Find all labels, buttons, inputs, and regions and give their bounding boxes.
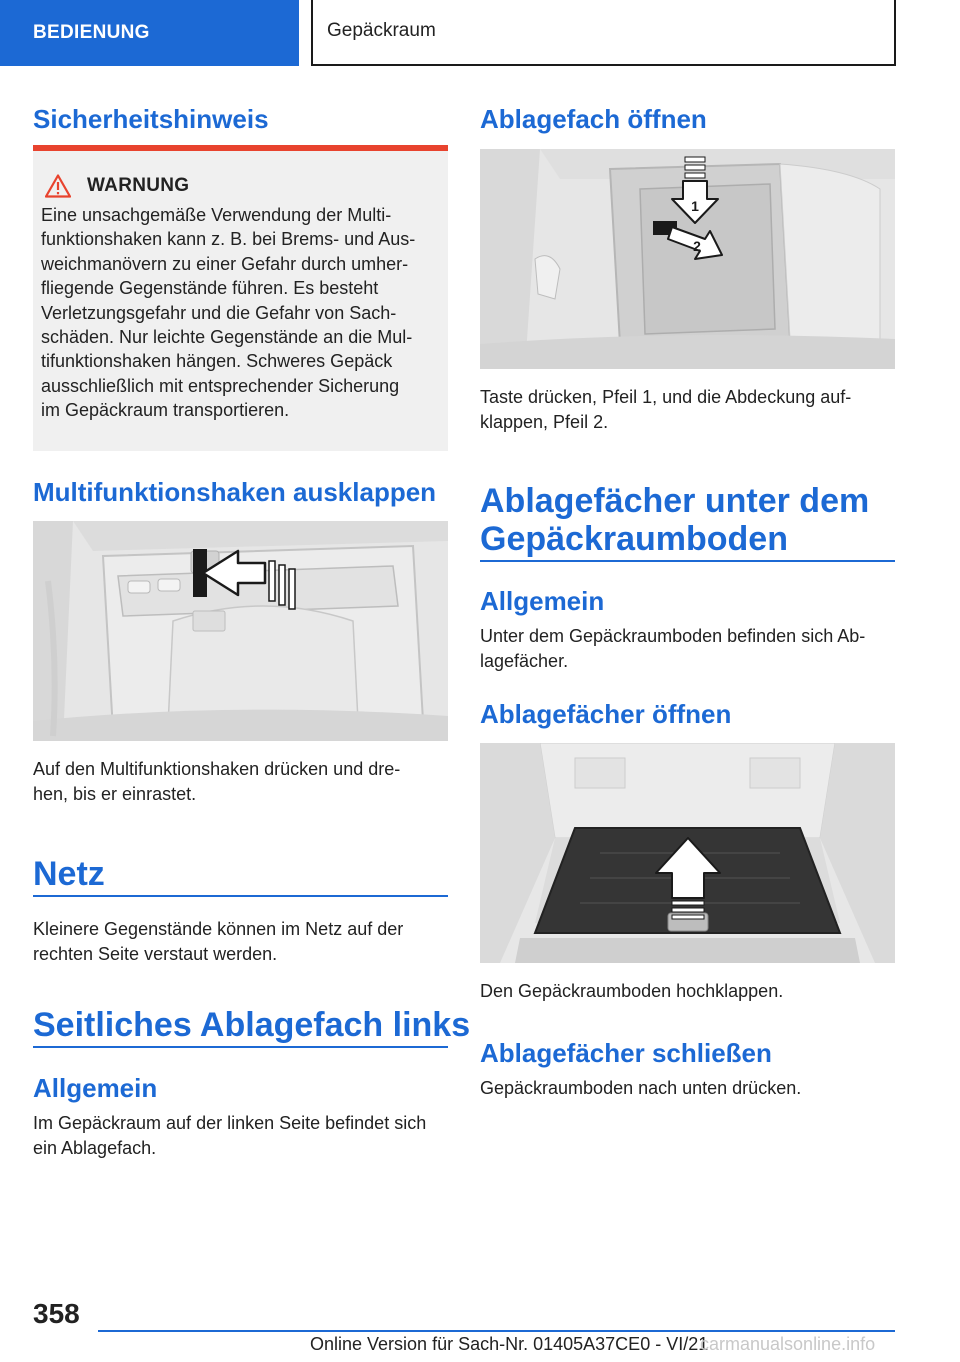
online-version: Online Version für Sach-Nr. 01405A37CE0 - VI/21: [310, 1334, 709, 1354]
warning-title: WARNUNG: [87, 175, 190, 196]
open-text-line: klappen, Pfeil 2.: [480, 412, 609, 432]
under-close-heading: Ablagefächer schließen: [480, 1038, 772, 1068]
warning-box: [33, 145, 448, 451]
warning-line: schäden. Nur leichte Gegenstände an die Mul‐: [41, 327, 413, 348]
safety-heading: Sicherheitshinweis: [33, 104, 269, 134]
net-heading-rule: [33, 895, 448, 897]
under-general-line: Unter dem Gepäckraumboden befinden sich Ab‐: [480, 626, 866, 646]
side-general-text: [33, 1111, 448, 1161]
warning-line: ausschließlich mit entsprechender Sicherung: [41, 375, 400, 396]
under-general-text: [480, 624, 895, 674]
warning-line: im Gepäckraum transportieren.: [41, 400, 290, 421]
under-floor-rule: [480, 560, 895, 562]
under-open-text: Den Gepäckraumboden hochklappen.: [480, 981, 784, 1001]
under-floor-heading-line: Ablagefächer unter dem: [480, 482, 870, 520]
open-text-line: Taste drücken, Pfeil 1, und die Abdeckung auf‐: [480, 387, 852, 407]
warning-line: Eine unsachgemäße Verwendung der Multi‐: [41, 205, 392, 225]
warning-line: fliegende Gegenstände führen. Es besteht: [41, 278, 379, 299]
arrow-label-2: 2: [693, 238, 701, 254]
open-compartment-text: [480, 385, 895, 435]
under-general-line: lagefächer.: [480, 651, 569, 671]
warning-line: tifunktionshaken hängen. Schweres Gepäck: [41, 351, 393, 372]
under-close-text: Gepäckraumboden nach unten drücken.: [480, 1078, 802, 1098]
chapter-title: Gepäckraum: [311, 0, 896, 66]
open-compartment-illustration: [480, 149, 895, 369]
hooks-heading: Multifunktionshaken ausklappen: [33, 477, 437, 507]
net-text-line: rechten Seite verstaut werden.: [33, 944, 278, 964]
under-open-heading: Ablagefächer öffnen: [480, 699, 732, 729]
floor-illustration: [480, 743, 895, 963]
side-compartment-heading: Seitliches Ablagefach links: [33, 1006, 471, 1044]
open-compartment-heading: Ablagefach öffnen: [480, 104, 707, 134]
under-floor-heading-line: Gepäckraumboden: [480, 520, 788, 558]
hooks-text-line: Auf den Multifunktionshaken drücken und dre‐: [33, 759, 401, 779]
net-text-line: Kleinere Gegenstände können im Netz auf der: [33, 919, 404, 939]
side-general-heading: Allgemein: [33, 1073, 158, 1103]
footer-rule: [98, 1330, 895, 1332]
page-header: [0, 0, 960, 66]
hooks-illustration: [33, 521, 448, 741]
warning-text: [41, 203, 440, 423]
net-heading: Netz: [33, 855, 105, 893]
net-text: [33, 917, 448, 967]
side-text-line: ein Ablagefach.: [33, 1138, 157, 1158]
warning-header: [41, 173, 440, 199]
under-general-heading: Allgemein: [480, 586, 605, 616]
arrow-label-1: 1: [691, 198, 699, 214]
watermark: carmanualsonline.info: [700, 1334, 876, 1354]
under-floor-heading: [480, 482, 895, 558]
side-text-line: Im Gepäckraum auf der linken Seite befindet sich: [33, 1113, 427, 1133]
page-number: 358: [33, 1298, 80, 1329]
warning-line: weichmanövern zu einer Gefahr durch umher‐: [41, 253, 409, 274]
section-tab: BEDIENUNG: [0, 0, 299, 66]
hooks-text-line: hen, bis er einrastet.: [33, 784, 197, 804]
warning-line: Verletzungsgefahr und die Gefahr von Sach‐: [41, 302, 397, 323]
warning-line: funktionshaken kann z. B. bei Brems- und Aus‐: [41, 229, 416, 250]
warning-triangle-icon: [45, 174, 71, 198]
side-compartment-rule: [33, 1046, 448, 1048]
hooks-text: [33, 757, 448, 807]
